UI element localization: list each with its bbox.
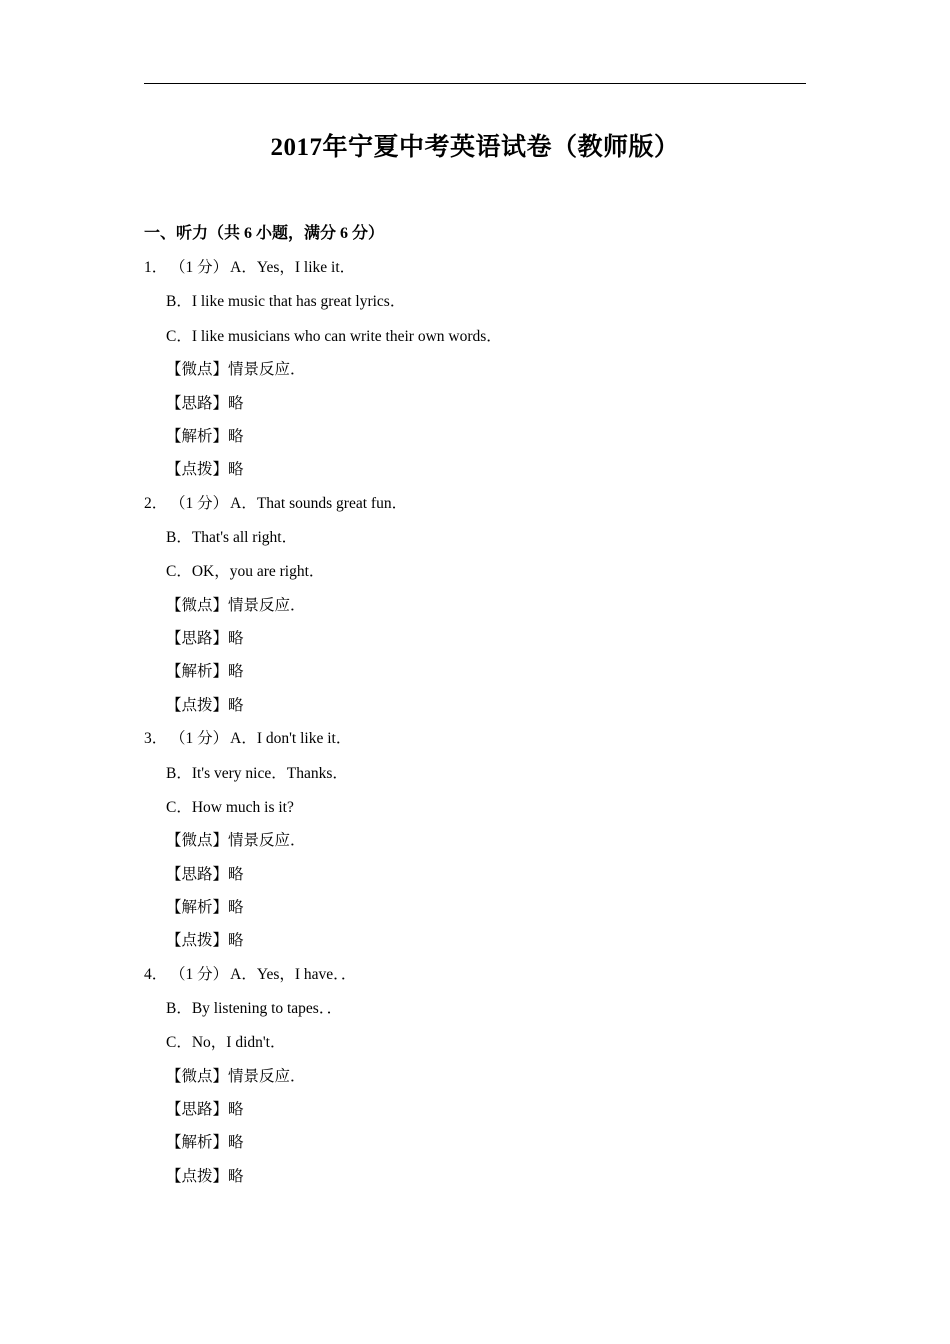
- analysis-label: 【解析】: [166, 1134, 229, 1151]
- analysis-label: 【解析】: [166, 663, 229, 680]
- analysis-label: 【解析】: [166, 428, 229, 445]
- option-b: B．It's very nice．Thanks．: [166, 765, 348, 782]
- analysis-text: 略: [228, 428, 244, 445]
- analysis-row: [166, 897, 244, 919]
- tip-text: 略: [228, 697, 244, 714]
- question-2: [144, 493, 407, 515]
- idea-row: [166, 1099, 244, 1121]
- option-a: A．I don't like it．: [230, 730, 352, 747]
- idea-label: 【思路】: [166, 866, 229, 883]
- option-c: C．I like musicians who can write their own words．: [166, 328, 502, 345]
- question-4: [144, 964, 356, 986]
- idea-text: 略: [228, 1101, 244, 1118]
- tip-label: 【点拨】: [166, 932, 229, 949]
- point-label: 【微点】: [166, 1068, 229, 1085]
- analysis-text: 略: [228, 663, 244, 680]
- point-label: 【微点】: [166, 597, 229, 614]
- point-label: 【微点】: [166, 832, 229, 849]
- header-rule: [144, 83, 806, 84]
- idea-text: 略: [228, 630, 244, 647]
- question-number: 3．: [144, 730, 168, 747]
- point-text: 情景反应．: [228, 361, 306, 378]
- option-a: A．That sounds great fun．: [230, 495, 408, 512]
- tip-row: [166, 459, 244, 481]
- tip-label: 【点拨】: [166, 697, 229, 714]
- idea-text: 略: [228, 395, 244, 412]
- question-score: （1 分）: [170, 966, 229, 983]
- tip-label: 【点拨】: [166, 1168, 229, 1185]
- option-c: C．No，I didn't．: [166, 1034, 286, 1051]
- tip-row: [166, 930, 244, 952]
- page-title: 2017年宁夏中考英语试卷（教师版）: [270, 134, 680, 161]
- question-score: （1 分）: [170, 730, 229, 747]
- point-row: [166, 359, 306, 381]
- idea-row: [166, 393, 244, 415]
- option-b: B．By listening to tapes．．: [166, 1000, 343, 1017]
- tip-text: 略: [228, 461, 244, 478]
- option-c: C．OK，you are right．: [166, 563, 325, 580]
- point-text: 情景反应．: [228, 1068, 306, 1085]
- analysis-text: 略: [228, 899, 244, 916]
- idea-text: 略: [228, 866, 244, 883]
- section-heading: 一、听力（共 6 小题，满分 6 分）: [144, 225, 385, 242]
- analysis-row: [166, 426, 244, 448]
- idea-label: 【思路】: [166, 1101, 229, 1118]
- option-b: B．I like music that has great lyrics．: [166, 293, 406, 310]
- option-a: A．Yes，I like it．: [230, 259, 356, 276]
- option-b: B．That's all right．: [166, 529, 298, 546]
- tip-row: [166, 695, 244, 717]
- analysis-row: [166, 661, 244, 683]
- tip-label: 【点拨】: [166, 461, 229, 478]
- idea-label: 【思路】: [166, 395, 229, 412]
- tip-text: 略: [228, 932, 244, 949]
- tip-row: [166, 1166, 244, 1188]
- point-label: 【微点】: [166, 361, 229, 378]
- point-row: [166, 595, 306, 617]
- analysis-label: 【解析】: [166, 899, 229, 916]
- question-number: 1．: [144, 259, 168, 276]
- analysis-row: [166, 1132, 244, 1154]
- idea-label: 【思路】: [166, 630, 229, 647]
- point-row: [166, 1066, 306, 1088]
- option-c: C．How much is it?: [166, 799, 294, 816]
- idea-row: [166, 864, 244, 886]
- question-score: （1 分）: [170, 495, 229, 512]
- point-text: 情景反应．: [228, 832, 306, 849]
- option-a: A．Yes，I have．．: [230, 966, 357, 983]
- idea-row: [166, 628, 244, 650]
- question-score: （1 分）: [170, 259, 229, 276]
- point-text: 情景反应．: [228, 597, 306, 614]
- point-row: [166, 830, 306, 852]
- analysis-text: 略: [228, 1134, 244, 1151]
- question-number: 2．: [144, 495, 168, 512]
- question-number: 4．: [144, 966, 168, 983]
- question-1: [144, 257, 355, 279]
- question-3: [144, 728, 351, 750]
- tip-text: 略: [228, 1168, 244, 1185]
